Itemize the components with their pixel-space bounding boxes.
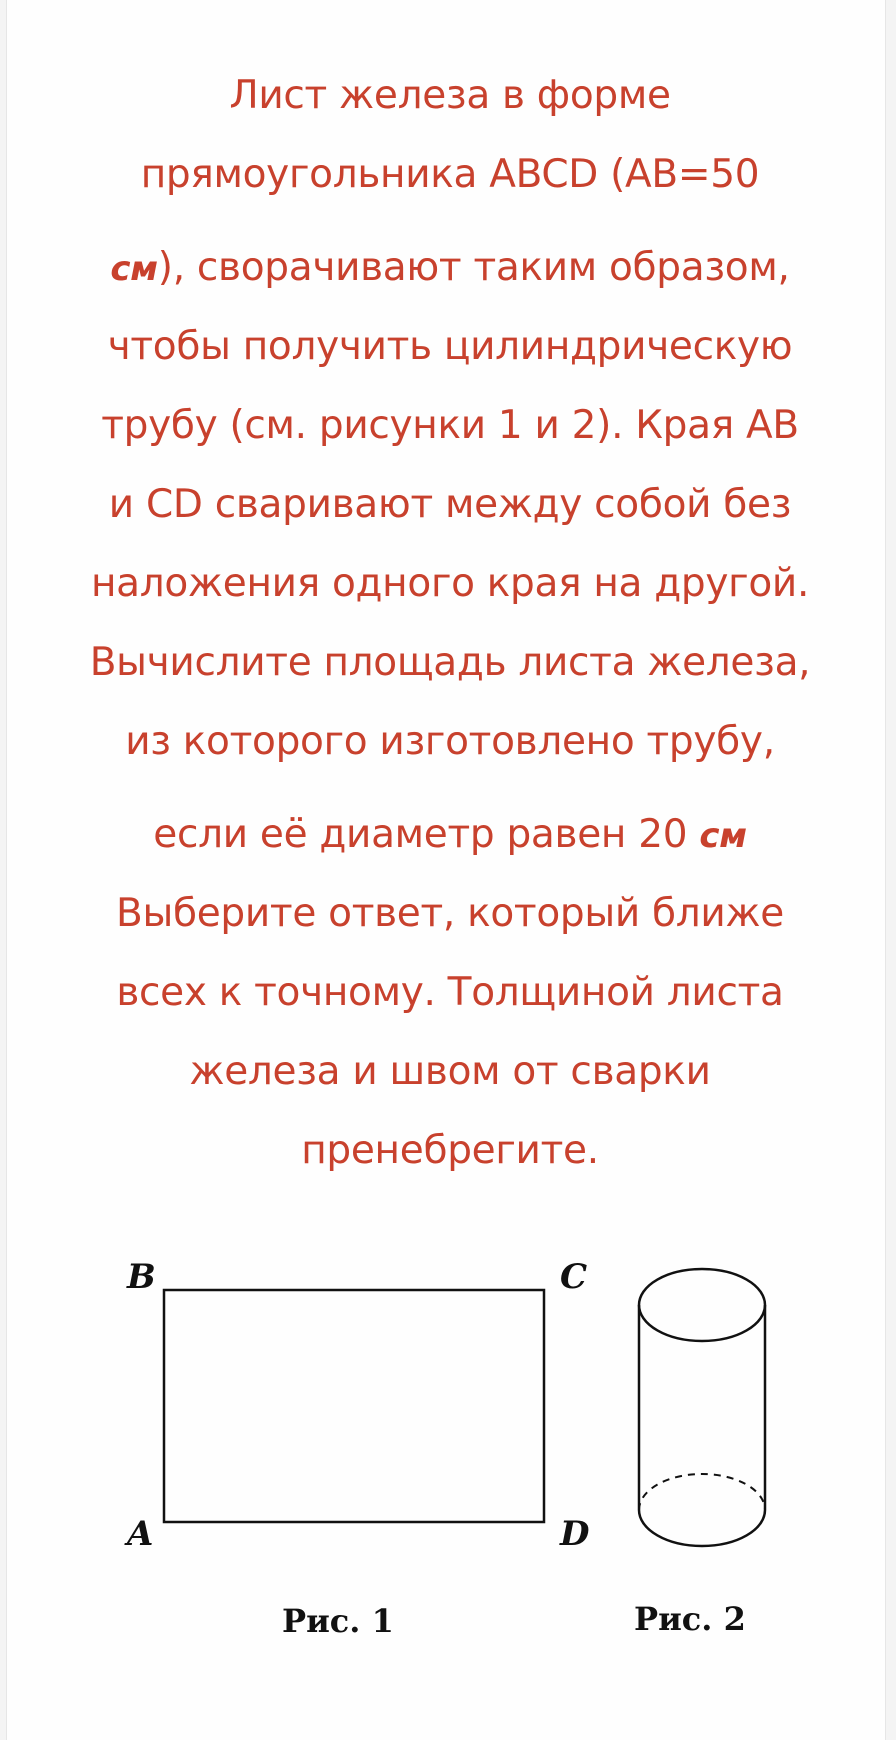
unit-cm: см [699,816,747,856]
cylinder-bottom-back-arc [639,1474,765,1510]
problem-line-text: ), сворачивают таким образом, [157,245,790,290]
cylinder-figure [639,1269,765,1546]
problem-line: пренебрегите. [301,1128,599,1173]
fig2-caption: Рис. 2 [634,1600,746,1638]
rectangle-abcd [164,1290,544,1522]
problem-line: из которого изготовлено трубу, [125,719,775,764]
vertex-a-label: A [127,1514,154,1554]
vertex-c-label: C [560,1257,588,1297]
problem-line: железа и швом от сварки [189,1049,711,1094]
problem-card [6,0,886,1740]
problem-line: Выберите ответ, который ближе [116,891,784,936]
problem-line: всех к точному. Толщиной листа [116,970,784,1015]
figures-svg [7,1240,887,1680]
problem-line [25,795,875,874]
problem-line: Вычислите площадь листа железа, [89,640,811,685]
problem-text [25,56,875,1190]
problem-line: трубу (см. рисунки 1 и 2). Края AB [101,403,799,448]
unit-cm: см [110,249,158,289]
problem-line: чтобы получить цилиндрическую [107,324,793,369]
problem-line: наложения одного края на другой. [90,561,810,606]
cylinder-top-ellipse [639,1269,765,1341]
vertex-d-label: D [560,1514,590,1554]
cylinder-bottom-front-arc [639,1510,765,1546]
vertex-b-label: B [127,1257,156,1297]
fig1-caption: Рис. 1 [282,1602,394,1640]
figures [7,1240,887,1680]
problem-line [25,228,875,307]
problem-line: прямоугольника ABCD (AB=50 [140,152,760,197]
problem-line-text: если её диаметр равен 20 [153,812,688,857]
problem-line: Лист железа в форме [229,73,671,118]
problem-line: и CD сваривают между собой без [108,482,792,527]
